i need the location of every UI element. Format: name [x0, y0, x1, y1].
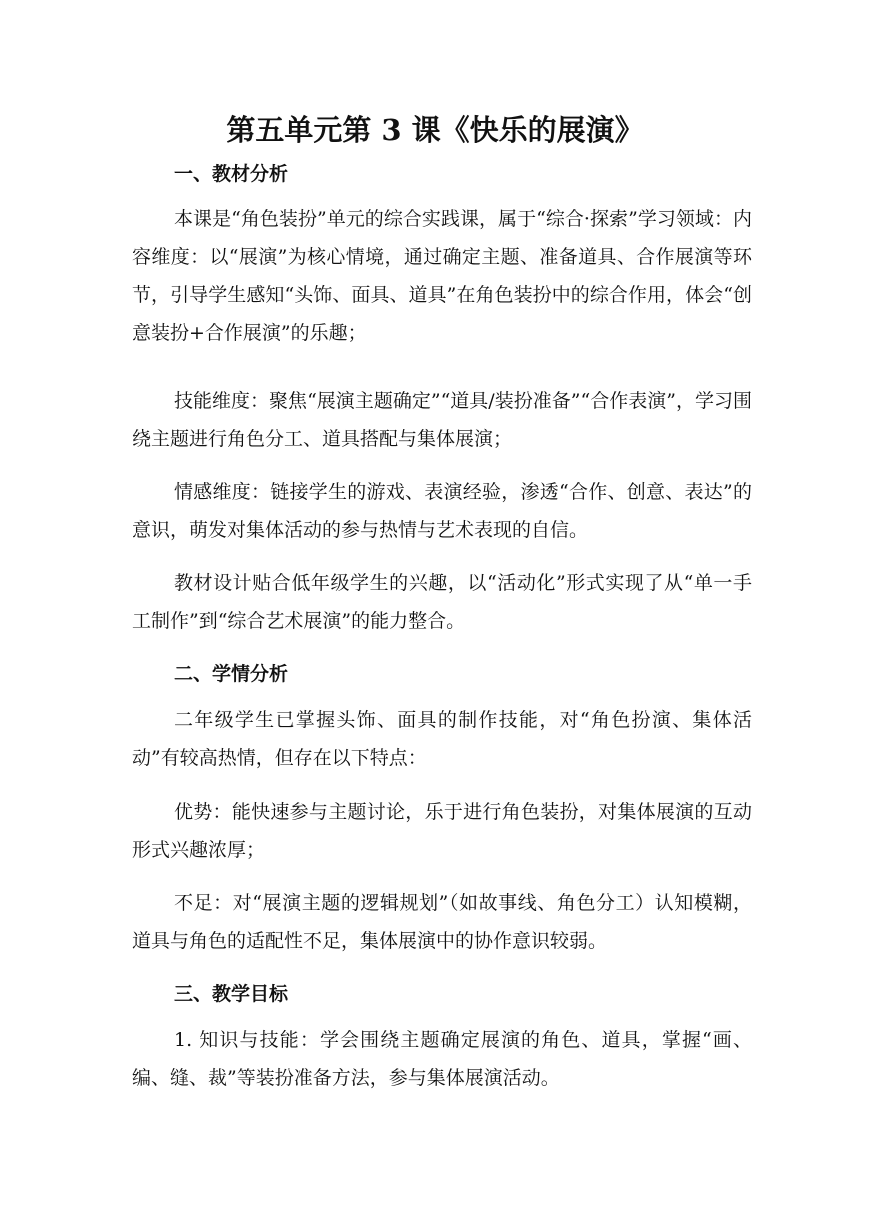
section-body-shortcomings — [132, 884, 752, 960]
paragraph: 不足：对“展演主题的逻辑规划”（如故事线、角色分工）认知模糊，道具与角色的适配性不足，集体展演中的协作意识较弱。 — [132, 892, 752, 952]
section-heading-learner-analysis: 二、学情分析 — [174, 663, 289, 685]
paragraph: 1. 知识与技能：学会围绕主题确定展演的角色、道具，掌握“画、编、缝、裁”等装扮准备方法，参与集体展演活动。 — [132, 1029, 752, 1089]
paragraph: 技能维度：聚焦“展演主题确定”“道具/装扮准备”“合作表演”，学习围绕主题进行角色分工、道具搭配与集体展演； — [132, 390, 752, 450]
section-body-learner-intro — [132, 701, 752, 777]
document-title: 第五单元第 3 课《快乐的展演》 — [226, 113, 644, 147]
section-body-textbook-analysis — [132, 200, 752, 352]
paragraph: 二年级学生已掌握头饰、面具的制作技能，对“角色扮演、集体活动”有较高热情，但存在以下特点： — [132, 709, 752, 769]
section-body-design — [132, 564, 752, 640]
paragraph: 本课是“角色装扮”单元的综合实践课，属于“综合·探索”学习领域：内容维度：以“展演”为核心情境，通过确定主题、准备道具、合作展演等环节，引导学生感知“头饰、面具、道具”在角色装扮中的综合作用，体会“创意装扮+合作展演”的乐趣； — [132, 208, 752, 344]
paragraph: 优势：能快速参与主题讨论，乐于进行角色装扮，对集体展演的互动形式兴趣浓厚； — [132, 801, 752, 861]
section-body-knowledge-skills — [132, 1021, 752, 1097]
paragraph: 情感维度：链接学生的游戏、表演经验，渗透“合作、创意、表达”的意识，萌发对集体活动的参与热情与艺术表现的自信。 — [132, 481, 752, 541]
section-heading-textbook-analysis: 一、教材分析 — [174, 163, 289, 185]
section-body-skills — [132, 382, 752, 458]
section-body-advantages — [132, 793, 752, 869]
section-heading-teaching-goals: 三、教学目标 — [174, 983, 289, 1005]
paragraph: 教材设计贴合低年级学生的兴趣，以“活动化”形式实现了从“单一手工制作”到“综合艺术展演”的能力整合。 — [132, 572, 752, 632]
section-body-emotion — [132, 473, 752, 549]
